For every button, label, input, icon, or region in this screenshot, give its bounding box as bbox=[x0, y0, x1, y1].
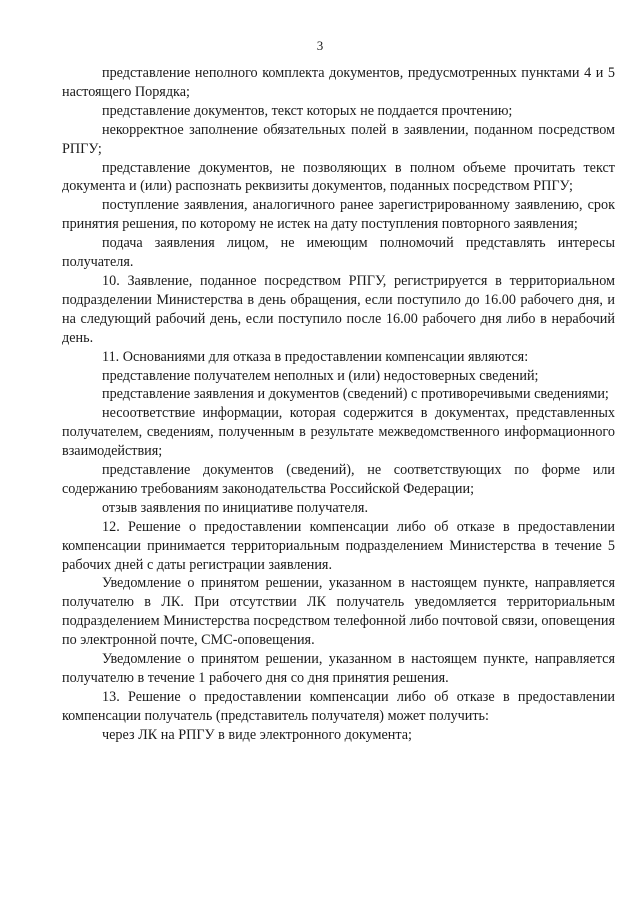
page-number: 3 bbox=[316, 38, 324, 53]
paragraph: представление документов (сведений), не соответствующих по форме или содержанию требованиям законодательства Российской Федерации; bbox=[62, 462, 615, 497]
body-text bbox=[62, 64, 615, 745]
paragraph-item-12: 12. Решение о предоставлении компенсации либо об отказе в предоставлении компенсации принимается территориальным подразделением Министерства в течение 5 рабочих дней с даты регистрации заявления. bbox=[62, 518, 615, 573]
paragraph: представление документов, не позволяющих в полном объеме прочитать текст документа и (или) распознать реквизиты документов, поданных посредством РПГУ; bbox=[62, 159, 615, 195]
paragraph: поступление заявления, аналогичного ранее зарегистрированному заявлению, срок принятия решения, по которому не истек на дату поступления повторного заявления; bbox=[62, 197, 615, 233]
paragraph-item-10: 10. Заявление, поданное посредством РПГУ, регистрируется в территориальном подразделении Министерства в день обращения, если поступило до 16.00 рабочего дня, и на следующий рабочий день, если поступило после 16.00 рабочего дня либо в нерабочий день. bbox=[62, 272, 615, 346]
paragraph: некорректное заполнение обязательных полей в заявлении, поданном посредством РПГУ; bbox=[62, 121, 615, 157]
paragraph-item-11: 11. Основаниями для отказа в предоставлении компенсации являются: bbox=[102, 348, 529, 365]
paragraph: несоответствие информации, которая содержится в документах, представленных получателем, сведениям, полученным в результате межведомственного информационного взаимодействия; bbox=[62, 405, 615, 460]
paragraph: представление получателем неполных и (или) недостоверных сведений; bbox=[102, 367, 539, 384]
paragraph: представление неполного комплекта документов, предусмотренных пунктами 4 и 5 настоящего Порядка; bbox=[62, 65, 615, 100]
paragraph: подача заявления лицом, не имеющим полномочий представлять интересы получателя. bbox=[62, 235, 615, 271]
paragraph: Уведомление о принятом решении, указанном в настоящем пункте, направляется получателю в ЛК. При отсутствии ЛК получатель уведомляется территориальным подразделением Министерства посредством телефонной либо почтовой связи, оповещения по электронной почте, СМС-оповещения. bbox=[62, 575, 615, 649]
paragraph: представление заявления и документов (сведений) с противоречивыми сведениями; bbox=[102, 386, 609, 403]
paragraph-item-13: 13. Решение о предоставлении компенсации либо об отказе в предоставлении компенсации получатель (представитель получателя) может получить: bbox=[62, 688, 615, 724]
paragraph: отзыв заявления по инициативе получателя. bbox=[102, 499, 369, 516]
paragraph: через ЛК на РПГУ в виде электронного документа; bbox=[102, 726, 412, 743]
paragraph: Уведомление о принятом решении, указанном в настоящем пункте, направляется получателю в течение 1 рабочего дня со дня принятия решения. bbox=[62, 651, 615, 686]
paragraph: представление документов, текст которых не поддается прочтению; bbox=[102, 102, 513, 119]
